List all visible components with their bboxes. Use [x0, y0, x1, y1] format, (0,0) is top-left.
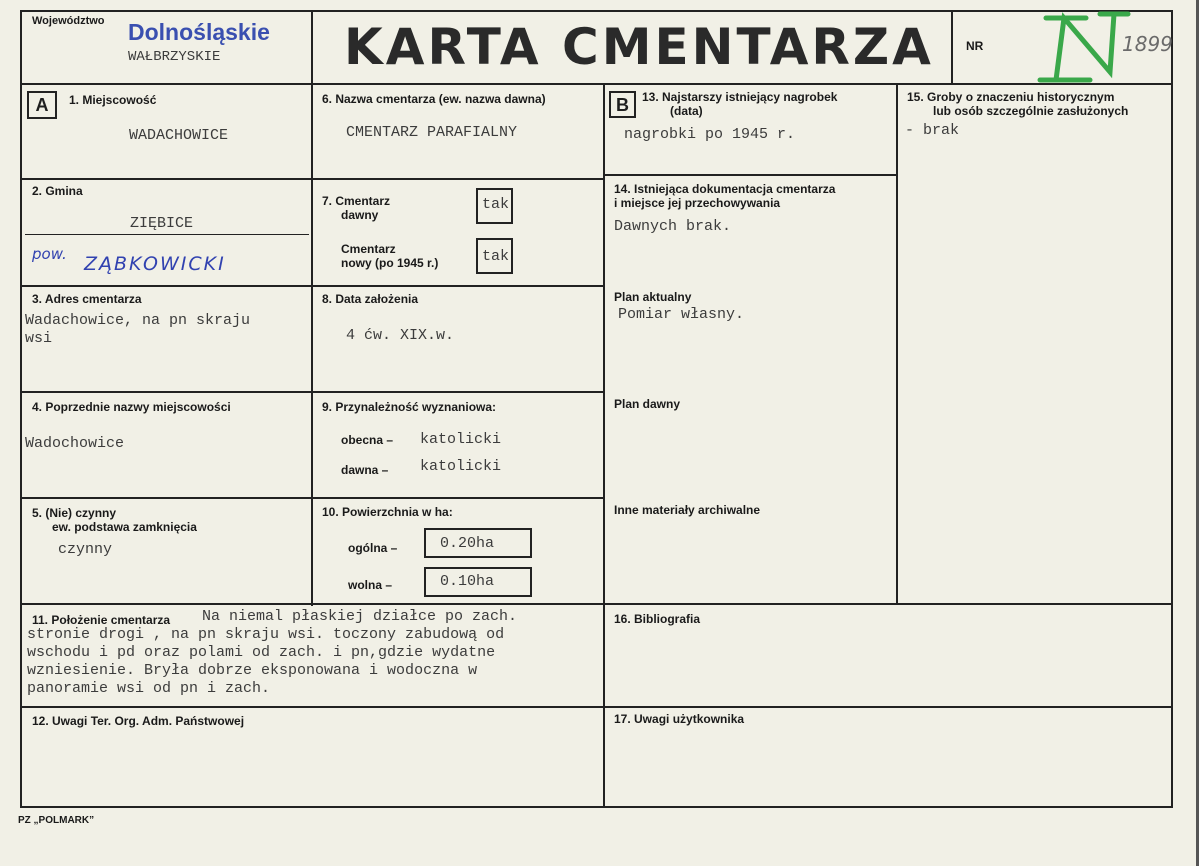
- col-divider-3: [896, 84, 898, 604]
- section-b-letter: B: [609, 91, 636, 118]
- f10-free-box: [424, 567, 532, 597]
- plan-current-value: Pomiar własny.: [618, 306, 745, 323]
- row-line-6: [20, 706, 1171, 708]
- row-line-2: [20, 285, 604, 287]
- f14-value: Dawnych brak.: [614, 218, 732, 235]
- f1-value: WADACHOWICE: [129, 127, 229, 144]
- f4-value: Wadochowice: [25, 435, 125, 452]
- section-a-letter: A: [27, 91, 57, 119]
- f11-line2: stronie drogi , na pn skraju wsi. toczony zabudową od: [27, 626, 505, 643]
- f8-value: 4 ćw. XIX.w.: [346, 327, 455, 344]
- nr-number: 1899: [1122, 32, 1173, 56]
- f14-label-line1: 14. Istniejąca dokumentacja cmentarza: [614, 182, 836, 196]
- f7-label-line2: dawny: [341, 208, 379, 222]
- other-materials-label: Inne materiały archiwalne: [614, 503, 761, 517]
- f15-value: - brak: [905, 122, 960, 139]
- f10-free-label: wolna –: [348, 578, 393, 592]
- col-divider-2: [603, 84, 605, 808]
- row-line-3: [20, 391, 604, 393]
- f11-label: 11. Położenie cmentarza: [32, 613, 171, 627]
- header-divider: [20, 83, 1171, 85]
- f6-label: 6. Nazwa cmentarza (ew. nazwa dawna): [322, 92, 546, 106]
- f1-label: 1. Miejscowość: [69, 93, 157, 107]
- f2-label: 2. Gmina: [32, 184, 83, 198]
- nr-divider: [951, 10, 953, 84]
- f4-label: 4. Poprzednie nazwy miejscowości: [32, 400, 231, 414]
- f7-checkbox: [476, 188, 513, 224]
- f13-value: nagrobki po 1945 r.: [624, 126, 796, 143]
- f14-label-line2: i miejsce jej przechowywania: [614, 196, 781, 210]
- f15-label-line1: 15. Groby o znaczeniu historycznym: [907, 90, 1115, 104]
- f2-value: ZIĘBICE: [130, 215, 194, 232]
- f10-total-value: 0.20ha: [440, 535, 495, 552]
- f16-label: 16. Bibliografia: [614, 612, 701, 626]
- voivodeship-label: Województwo: [32, 15, 105, 27]
- row-line-1: [20, 178, 604, 180]
- f3-line2: wsi: [25, 330, 53, 347]
- f7-label-line1: 7. Cmentarz: [322, 194, 391, 208]
- voivodeship-stamp: Dolnośląskie: [128, 19, 270, 45]
- f10-label: 10. Powierzchnia w ha:: [322, 505, 453, 519]
- f17-label: 17. Uwagi użytkownika: [614, 712, 745, 726]
- f6-value: CMENTARZ PARAFIALNY: [346, 124, 518, 141]
- f9-current-value: katolicki: [420, 431, 502, 448]
- printer-imprint: PZ „POLMARK”: [18, 815, 95, 826]
- page-title: KARTA CMENTARZA: [344, 18, 934, 76]
- f15-label-line2: lub osób szczególnie zasłużonych: [933, 104, 1129, 118]
- plan-current-label: Plan aktualny: [614, 290, 692, 304]
- f5-value: czynny: [58, 541, 113, 558]
- row-line-5: [20, 603, 1171, 605]
- frame-right: [1171, 10, 1173, 808]
- f7b-label-line2: nowy (po 1945 r.): [341, 256, 439, 270]
- f11-line4: wzniesienie. Bryła dobrze eksponowana i wodoczna w: [27, 662, 478, 679]
- f3-label: 3. Adres cmentarza: [32, 292, 142, 306]
- f9-former-value: katolicki: [420, 458, 502, 475]
- plan-old-label: Plan dawny: [614, 397, 681, 411]
- f13-label-line1: 13. Najstarszy istniejący nagrobek: [642, 90, 838, 104]
- f11-line5: panoramie wsi od pn i zach.: [27, 680, 271, 697]
- f7b-value: tak: [482, 248, 510, 265]
- f9-former-label: dawna –: [341, 463, 389, 477]
- f5-label-line1: 5. (Nie) czynny: [32, 506, 117, 520]
- f2-hand-prefix: pow.: [32, 245, 67, 263]
- b-row-line: [604, 174, 896, 176]
- f10-total-box: [424, 528, 532, 558]
- f11-line1: Na niemal płaskiej działce po zach.: [202, 608, 518, 625]
- frame-top: [20, 10, 1171, 12]
- voivodeship-old: WAŁBRZYSKIE: [128, 49, 221, 65]
- nr-letter-handwritten: [1032, 10, 1132, 86]
- f12-label: 12. Uwagi Ter. Org. Adm. Państwowej: [32, 714, 245, 728]
- col-divider-1: [311, 10, 313, 606]
- f9-current-label: obecna –: [341, 433, 394, 447]
- gmina-underline: [25, 234, 309, 235]
- f2-hand-value: ZĄBKOWICKI: [84, 253, 226, 275]
- frame-bottom: [20, 806, 1173, 808]
- f13-label-line2: (data): [670, 104, 703, 118]
- nr-label: NR: [966, 39, 984, 53]
- f10-total-label: ogólna –: [348, 541, 398, 555]
- f8-label: 8. Data założenia: [322, 292, 419, 306]
- row-line-4: [20, 497, 604, 499]
- f5-label-line2: ew. podstawa zamknięcia: [52, 520, 197, 534]
- f9-label: 9. Przynależność wyznaniowa:: [322, 400, 497, 414]
- f3-line1: Wadachowice, na pn skraju: [25, 312, 251, 329]
- f7b-label-line1: Cmentarz: [341, 242, 396, 256]
- f7-value: tak: [482, 196, 510, 213]
- f11-line3: wschodu i pd oraz polami od zach. i pn,gdzie wydatne: [27, 644, 496, 661]
- f10-free-value: 0.10ha: [440, 573, 495, 590]
- f7b-checkbox: [476, 238, 513, 274]
- frame-left: [20, 10, 22, 808]
